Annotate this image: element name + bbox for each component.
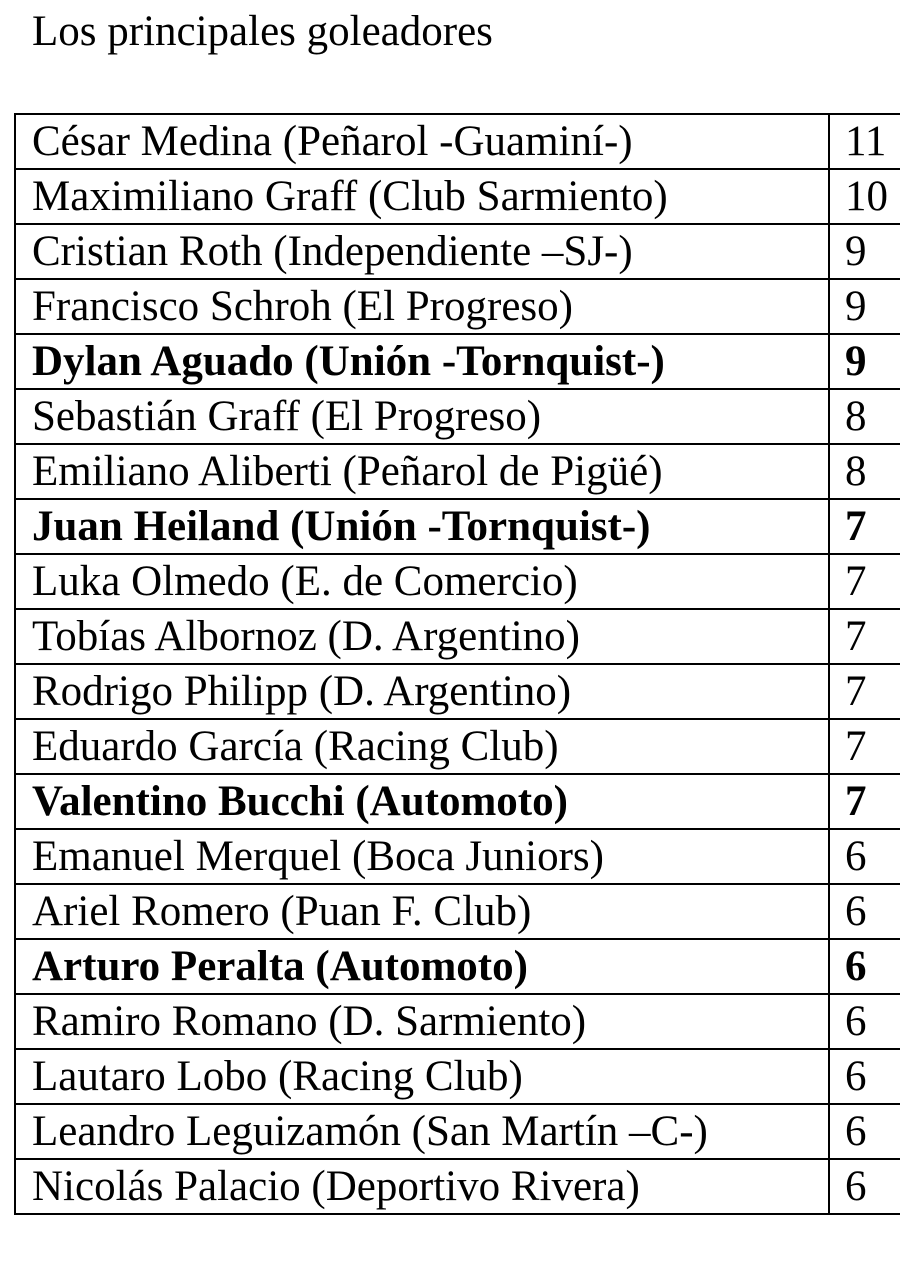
table-row: [15, 884, 900, 939]
scorer-name-cell: Luka Olmedo (E. de Comercio): [15, 554, 829, 609]
scorer-name-cell: Rodrigo Philipp (D. Argentino): [15, 664, 829, 719]
scorer-goals-cell: 6: [829, 994, 900, 1049]
scorer-goals-cell: 7: [829, 719, 900, 774]
scorer-name-cell: Valentino Bucchi (Automoto): [15, 774, 829, 829]
scorer-goals-cell: 7: [829, 664, 900, 719]
table-row: [15, 279, 900, 334]
scorer-name-cell: Cristian Roth (Independiente –SJ-): [15, 224, 829, 279]
scorer-name-cell: Nicolás Palacio (Deportivo Rivera): [15, 1159, 829, 1214]
scorer-name-cell: Arturo Peralta (Automoto): [15, 939, 829, 994]
table-row: [15, 829, 900, 884]
scorer-goals-cell: 6: [829, 1104, 900, 1159]
table-row: [15, 719, 900, 774]
scorer-goals-cell: 7: [829, 774, 900, 829]
table-row: [15, 444, 900, 499]
scorer-name-cell: Juan Heiland (Unión -Tornquist-): [15, 499, 829, 554]
scorer-goals-cell: 6: [829, 939, 900, 994]
scorer-name-cell: Eduardo García (Racing Club): [15, 719, 829, 774]
scorer-goals-cell: 9: [829, 224, 900, 279]
scorer-name-cell: Ariel Romero (Puan F. Club): [15, 884, 829, 939]
scorers-table-body: [15, 114, 900, 1214]
scorer-goals-cell: 11: [829, 114, 900, 169]
table-row: [15, 389, 900, 444]
table-row: [15, 169, 900, 224]
table-row: [15, 994, 900, 1049]
scorer-goals-cell: 6: [829, 1049, 900, 1104]
scorer-goals-cell: 9: [829, 334, 900, 389]
scorer-name-cell: Leandro Leguizamón (San Martín –C-): [15, 1104, 829, 1159]
scorer-name-cell: Sebastián Graff (El Progreso): [15, 389, 829, 444]
scorer-name-cell: Francisco Schroh (El Progreso): [15, 279, 829, 334]
scorer-goals-cell: 7: [829, 499, 900, 554]
table-row: [15, 554, 900, 609]
scorer-goals-cell: 7: [829, 554, 900, 609]
scorer-name-cell: Maximiliano Graff (Club Sarmiento): [15, 169, 829, 224]
table-row: [15, 1159, 900, 1214]
scorer-goals-cell: 8: [829, 389, 900, 444]
scorer-name-cell: César Medina (Peñarol -Guaminí-): [15, 114, 829, 169]
table-row: [15, 1104, 900, 1159]
page-title: Los principales goleadores: [32, 8, 493, 55]
scorer-name-cell: Emanuel Merquel (Boca Juniors): [15, 829, 829, 884]
table-row: [15, 114, 900, 169]
table-row: [15, 224, 900, 279]
scorer-goals-cell: 10: [829, 169, 900, 224]
scorer-goals-cell: 6: [829, 1159, 900, 1214]
scorer-goals-cell: 6: [829, 884, 900, 939]
scorer-name-cell: Lautaro Lobo (Racing Club): [15, 1049, 829, 1104]
scorer-name-cell: Tobías Albornoz (D. Argentino): [15, 609, 829, 664]
table-row: [15, 609, 900, 664]
table-row: [15, 939, 900, 994]
scorer-goals-cell: 8: [829, 444, 900, 499]
table-row: [15, 664, 900, 719]
scorer-name-cell: Emiliano Aliberti (Peñarol de Pigüé): [15, 444, 829, 499]
scorer-name-cell: Dylan Aguado (Unión -Tornquist-): [15, 334, 829, 389]
table-row: [15, 499, 900, 554]
table-row: [15, 774, 900, 829]
scorer-goals-cell: 9: [829, 279, 900, 334]
scorer-goals-cell: 7: [829, 609, 900, 664]
table-row: [15, 334, 900, 389]
scorer-name-cell: Ramiro Romano (D. Sarmiento): [15, 994, 829, 1049]
scorers-table: [14, 113, 900, 1215]
table-row: [15, 1049, 900, 1104]
scorer-goals-cell: 6: [829, 829, 900, 884]
